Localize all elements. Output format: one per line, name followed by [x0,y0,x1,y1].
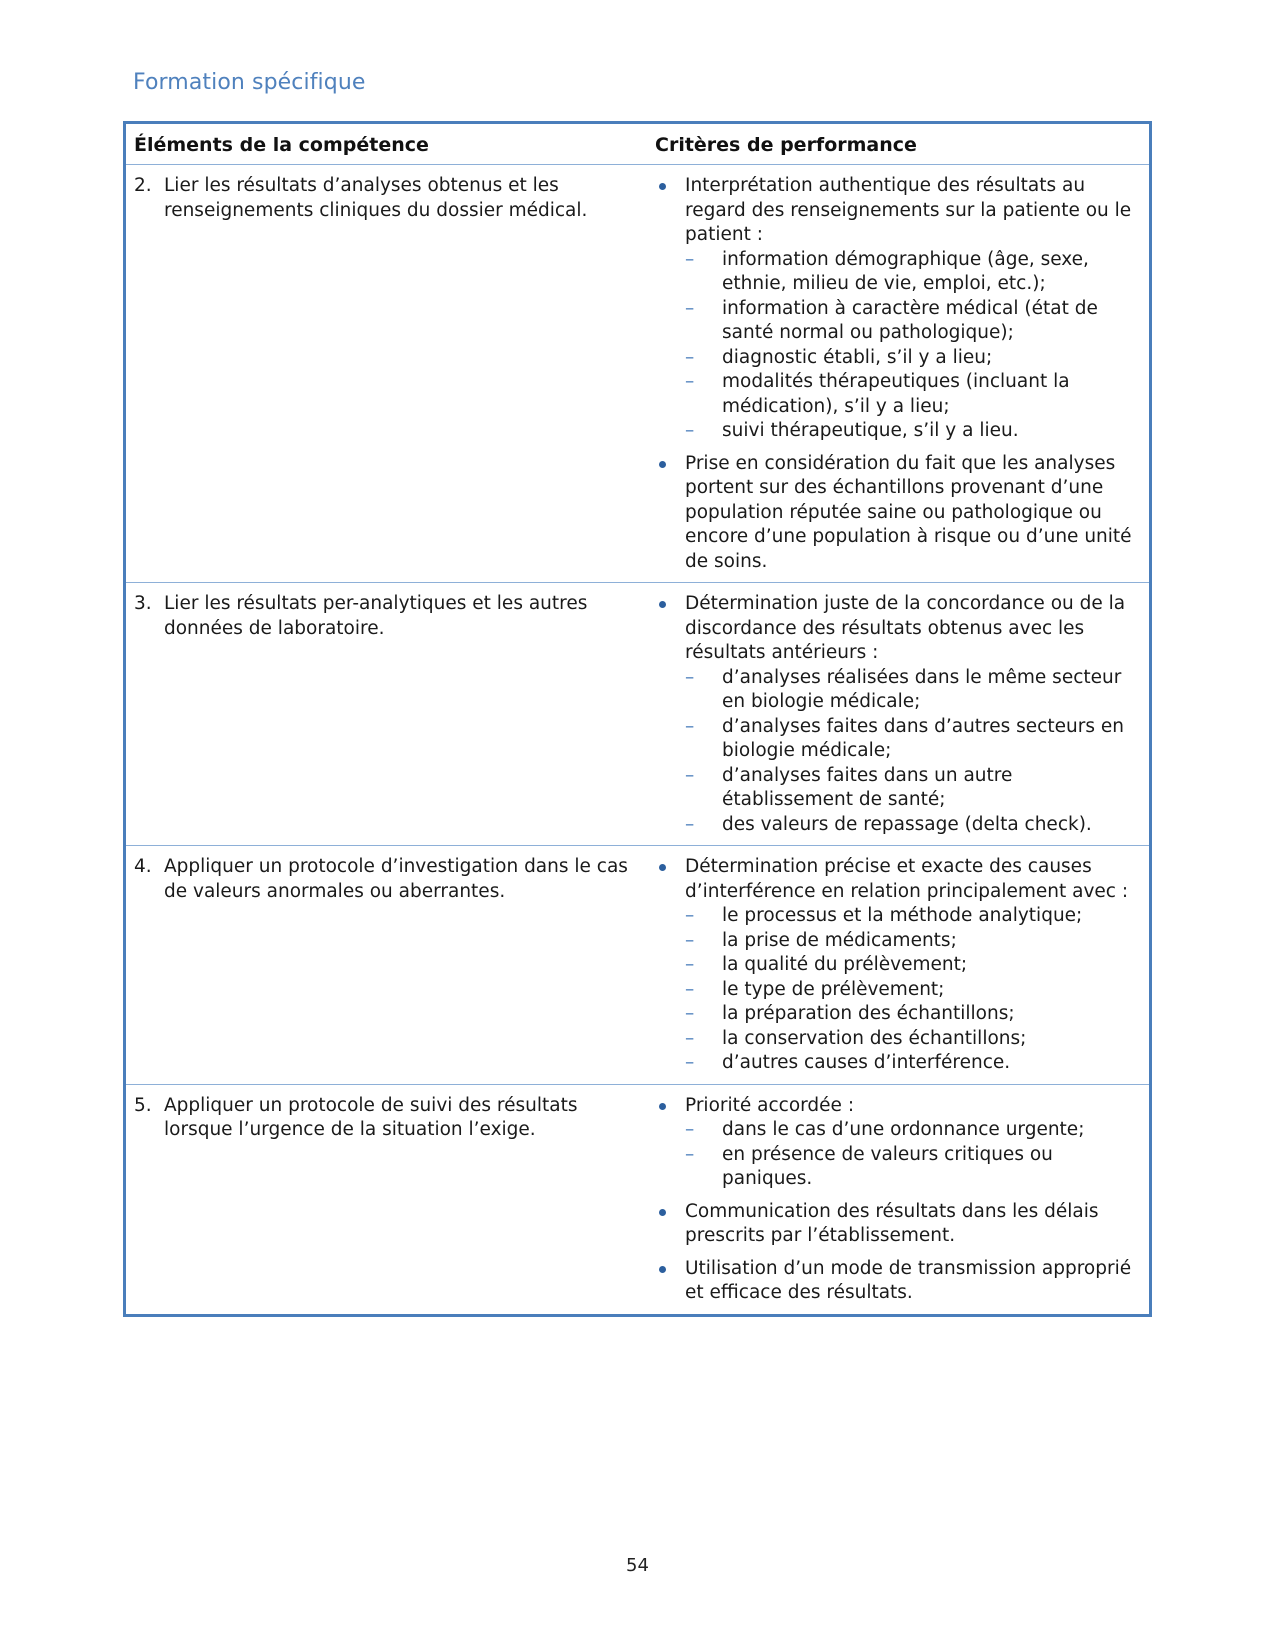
criterion-item [655,174,1141,444]
sub-criteria-list [685,248,1141,444]
bullet-icon [659,1103,666,1110]
sub-criterion-text: d’analyses faites dans un autre établissement de santé; [722,764,1013,810]
element-text: Lier les résultats d’analyses obtenus et les renseignements cliniques du dossier médical. [164,175,588,221]
element-number: 3. [134,593,152,614]
criteria-list [655,1094,1141,1306]
bullet-icon [659,461,666,468]
competence-table [123,121,1152,1317]
criteria-list [655,592,1141,837]
sub-criterion-item [685,1051,1141,1076]
dash-icon: – [685,297,695,319]
sub-criterion-text: en présence de valeurs critiques ou paniques. [722,1143,1053,1189]
criterion-item [655,452,1141,575]
header-criteria: Critères de performance [647,123,1151,165]
dash-icon: – [685,1027,695,1049]
dash-icon: – [685,929,695,951]
sub-criterion-text: information démographique (âge, sexe, ethnie, milieu de vie, emploi, etc.); [722,248,1089,294]
sub-criterion-item [685,1118,1141,1143]
criteria-list [655,174,1141,574]
competence-element [134,855,639,904]
dash-icon: – [685,248,695,270]
element-cell [125,165,648,583]
dash-icon: – [685,715,695,737]
criterion-item [655,1257,1141,1306]
element-text: Appliquer un protocole d’investigation dans le cas de valeurs anormales ou aberrantes. [164,856,628,902]
sub-criterion-text: suivi thérapeutique, s’il y a lieu. [722,420,1019,441]
criteria-cell [647,1084,1151,1315]
element-cell [125,846,648,1085]
element-number: 2. [134,175,152,196]
sub-criterion-text: le processus et la méthode analytique; [722,905,1083,926]
sub-criterion-text: des valeurs de repassage (delta check). [722,813,1092,835]
criterion-text: Communication des résultats dans les délais prescrits par l’établissement. [685,1200,1099,1246]
sub-criterion-item [685,346,1141,371]
sub-criterion-item [685,953,1141,978]
bullet-icon [659,183,666,190]
sub-criterion-text: le type de prélèvement; [722,978,945,1000]
bullet-icon [659,1266,666,1273]
element-text: Lier les résultats per-analytiques et les autres données de laboratoire. [164,593,588,639]
table-row [125,1084,1151,1315]
table-row [125,846,1151,1085]
sub-criterion-item [685,1027,1141,1052]
dash-icon: – [685,1119,695,1140]
sub-criterion-item [685,904,1141,929]
sub-criterion-item [685,419,1141,444]
dash-icon: – [685,1143,695,1165]
criteria-cell [647,165,1151,583]
sub-criterion-item [685,929,1141,954]
criteria-list [655,855,1141,1076]
section-title: Formation spécifique [133,70,366,95]
criterion-text: Priorité accordée : [685,1094,855,1116]
table-body [125,165,1151,1316]
sub-criteria-list [685,666,1141,838]
bullet-icon [659,1209,666,1216]
sub-criterion-text: la prise de médicaments; [722,929,957,951]
criterion-text: Prise en considération du fait que les analyses portent sur des échantillons provenant d’une population réputée saine ou pathologique ou encore d’une population à risque ou d’une unité de soins. [685,452,1132,572]
criterion-text: Utilisation d’un mode de transmission approprié et efficace des résultats. [685,1257,1132,1303]
competence-element [134,174,639,223]
sub-criterion-text: la conservation des échantillons; [722,1027,1027,1049]
sub-criteria-list [685,904,1141,1076]
sub-criterion-text: d’analyses faites dans d’autres secteurs en biologie médicale; [722,715,1124,761]
competence-element [134,1094,639,1143]
sub-criterion-text: la qualité du prélèvement; [722,954,968,975]
dash-icon: – [685,420,695,441]
sub-criterion-text: dans le cas d’une ordonnance urgente; [722,1119,1085,1140]
dash-icon: – [685,346,695,368]
sub-criterion-item [685,248,1141,297]
dash-icon: – [685,954,695,975]
sub-criterion-item [685,813,1141,838]
criteria-cell [647,583,1151,846]
sub-criterion-text: modalités thérapeutiques (incluant la médication), s’il y a lieu; [722,371,1070,417]
criterion-item [655,592,1141,837]
bullet-icon [659,601,666,608]
criterion-text: Détermination juste de la concordance ou de la discordance des résultats obtenus avec les résultats antérieurs : [685,593,1126,663]
criterion-item [655,855,1141,1076]
sub-criteria-list [685,1118,1141,1192]
sub-criterion-item [685,1002,1141,1027]
dash-icon: – [685,1052,695,1073]
dash-icon: – [685,371,695,392]
sub-criterion-item [685,297,1141,346]
element-text: Appliquer un protocole de suivi des résultats lorsque l’urgence de la situation l’exige. [164,1094,578,1140]
sub-criterion-text: la préparation des échantillons; [722,1003,1015,1024]
table-header-row [125,123,1151,165]
criterion-text: Détermination précise et exacte des causes d’interférence en relation principalement avec : [685,856,1129,902]
sub-criterion-text: diagnostic établi, s’il y a lieu; [722,346,993,368]
dash-icon: – [685,813,695,835]
element-cell [125,583,648,846]
sub-criterion-item [685,370,1141,419]
criteria-cell [647,846,1151,1085]
dash-icon: – [685,905,695,926]
dash-icon: – [685,1003,695,1024]
sub-criterion-item [685,978,1141,1003]
dash-icon: – [685,764,695,786]
criterion-item [655,1094,1141,1192]
element-cell [125,1084,648,1315]
criterion-item [655,1200,1141,1249]
sub-criterion-text: information à caractère médical (état de santé normal ou pathologique); [722,297,1098,343]
table-row [125,583,1151,846]
dash-icon: – [685,666,695,688]
bullet-icon [659,864,666,871]
sub-criterion-text: d’autres causes d’interférence. [722,1052,1011,1073]
element-number: 4. [134,856,152,877]
sub-criterion-item [685,764,1141,813]
sub-criterion-text: d’analyses réalisées dans le même secteur en biologie médicale; [722,666,1122,712]
sub-criterion-item [685,1143,1141,1192]
sub-criterion-item [685,666,1141,715]
sub-criterion-item [685,715,1141,764]
page-number: 54 [626,1555,649,1576]
table-row [125,165,1151,583]
element-number: 5. [134,1094,152,1116]
criterion-text: Interprétation authentique des résultats au regard des renseignements sur la patiente ou le patient : [685,175,1132,245]
dash-icon: – [685,978,695,1000]
competence-element [134,592,639,641]
header-elements: Éléments de la compétence [125,123,648,165]
